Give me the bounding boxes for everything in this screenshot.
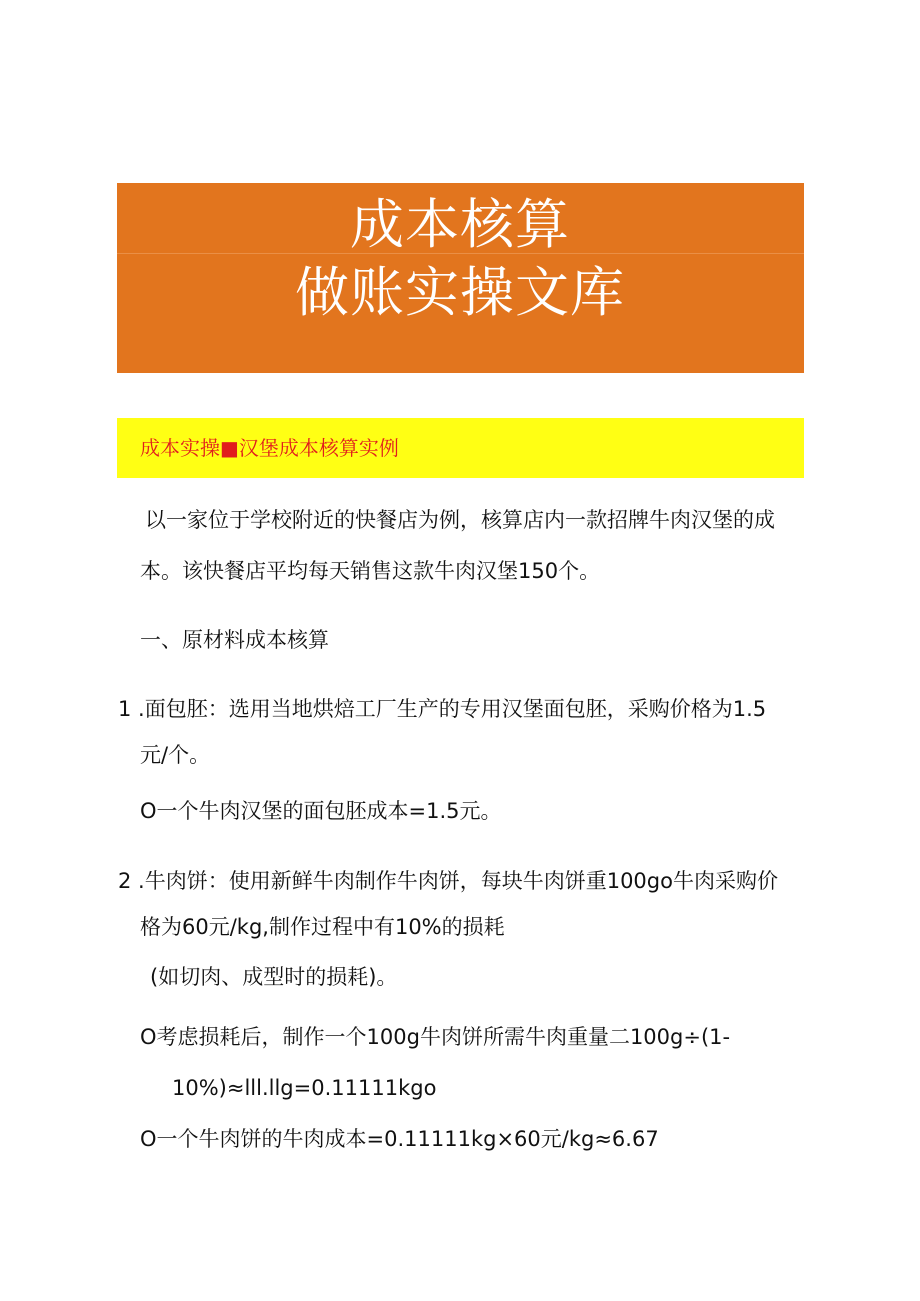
item1-calc: O一个牛肉汉堡的面包胚成本=1.5元。 — [140, 799, 502, 823]
item1-line2: 元/个。 — [140, 743, 211, 767]
banner-title-line2: 做账实操文库 — [295, 261, 625, 324]
item2-calc1-line2: 10%)≈lll.llg=0.11111kgo — [172, 1076, 437, 1100]
heading-raw-material: 一、原材料成本核算 — [140, 628, 329, 652]
banner-title-line1: 成本核算 — [350, 193, 570, 256]
item1-line1: 1 .面包胚：选用当地烘焙工厂生产的专用汉堡面包胚，采购价格为1.5 — [118, 697, 767, 721]
intro-paragraph-line1: 以一家位于学校附近的快餐店为例，核算店内一款招牌牛肉汉堡的成 — [145, 508, 775, 532]
section-title: 成本实操■汉堡成本核算实例 — [140, 436, 399, 460]
item2-calc1-line1: O考虑损耗后，制作一个100g牛肉饼所需牛肉重量二100g÷(1- — [140, 1025, 731, 1049]
item2-line3: (如切肉、成型时的损耗)。 — [150, 965, 398, 989]
item2-line2: 格为60元/kg,制作过程中有10%的损耗 — [140, 915, 505, 939]
item2-line1: 2 .牛肉饼：使用新鲜牛肉制作牛肉饼，每块牛肉饼重100go牛肉采购价 — [118, 869, 778, 893]
item2-calc2: O一个牛肉饼的牛肉成本=0.11111kg×60元/kg≈6.67 — [140, 1127, 659, 1151]
intro-paragraph-line2: 本。该快餐店平均每天销售这款牛肉汉堡150个。 — [140, 559, 601, 583]
